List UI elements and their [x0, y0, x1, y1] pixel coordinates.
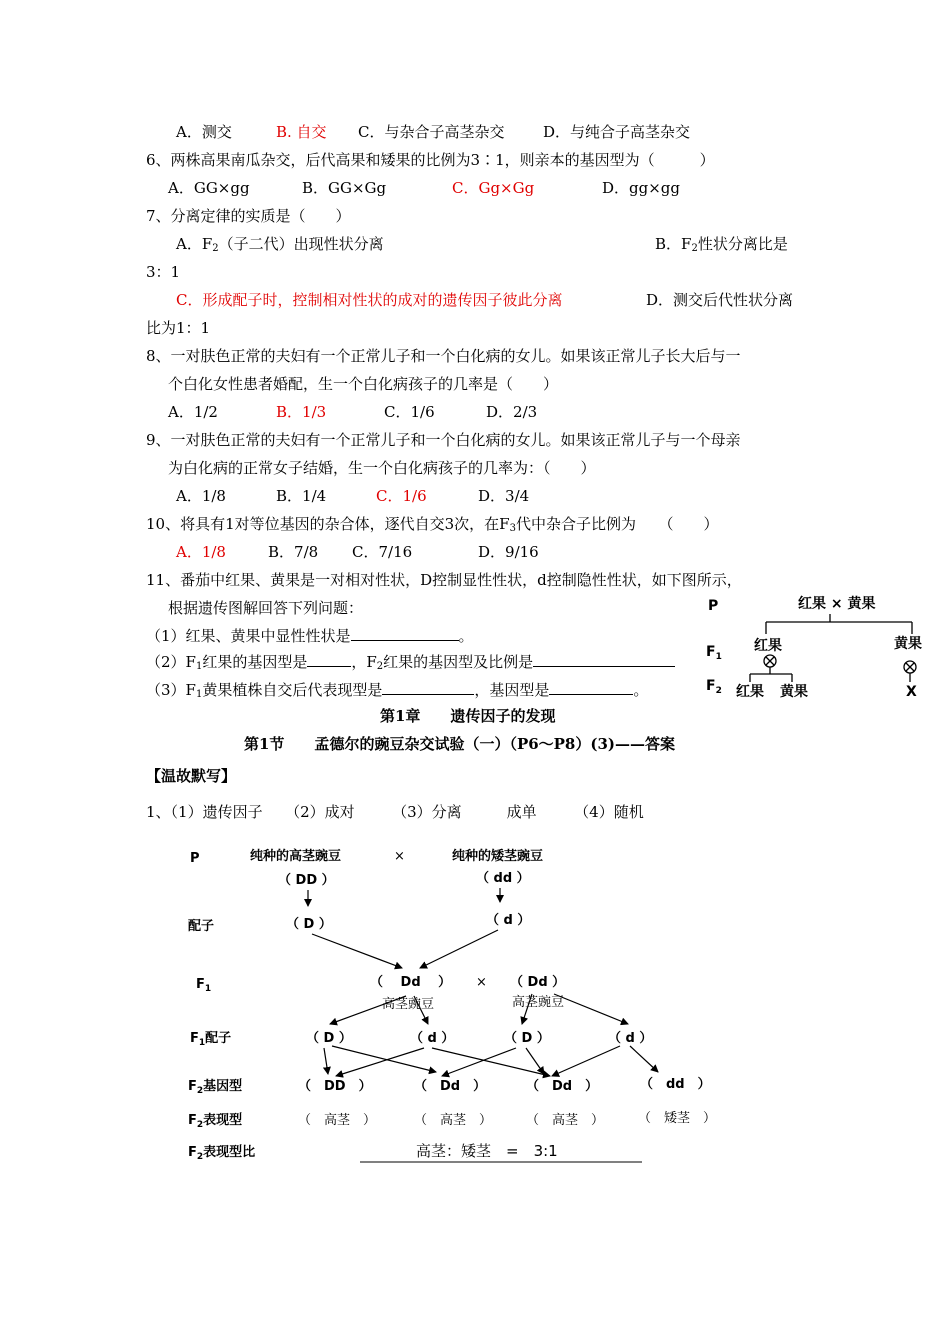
- tomato-f2-label: $F_2$: [706, 678, 722, 696]
- f1-genotype-b: （ Dd ）: [510, 975, 566, 990]
- q8-stem-line2: 个白化女性患者婚配，生一个白化病孩子的几率是（ ）: [168, 375, 559, 393]
- f2-phenotype-ratio: 高茎：矮茎 = 3:1: [416, 1142, 558, 1160]
- f2-phenotype-4: （ 矮茎 ）: [638, 1111, 717, 1126]
- q5-option-d: D．与纯合子高茎杂交: [543, 123, 691, 141]
- q8-option-d: D．2/3: [486, 403, 538, 421]
- q6-option-b: B．GG×Gg: [302, 179, 387, 197]
- q6-option-a: A．GG×gg: [168, 179, 250, 197]
- f2-genotype-3: （ Dd ）: [526, 1079, 599, 1094]
- q11-stem-line2: 根据遗传图解回答下列问题：: [168, 599, 364, 617]
- q9-stem-line1: 9、一对肤色正常的夫妇有一个正常儿子和一个白化病的女儿。如果该正常儿子与一个母亲: [146, 431, 741, 449]
- review-heading: 【温故默写】: [146, 767, 237, 785]
- f1-gamete-1: （ D ）: [306, 1031, 352, 1046]
- answer-blank[interactable]: [382, 680, 474, 695]
- answer-blank[interactable]: [307, 652, 351, 667]
- q9-options: [176, 486, 529, 506]
- f2-genotype-4: （ dd ）: [640, 1077, 711, 1092]
- q7-option-b-wrap: 3：1: [146, 263, 181, 281]
- parent-cross-sign: ×: [394, 849, 405, 864]
- answer-blank[interactable]: [549, 680, 633, 695]
- q10-stem: 10、将具有1对等位基因的杂合体，逐代自交3次，在$F_3$代中杂合子比例为 （ ）: [146, 515, 719, 534]
- f1-genotype-a: （ Dd ）: [370, 975, 452, 990]
- answer-blank[interactable]: [533, 652, 675, 667]
- q5-option-c: C．与杂合子高茎杂交: [358, 123, 505, 141]
- row-label-f2-genotype: $F_2$基因型: [188, 1079, 243, 1096]
- q10-option-c: C．7/16: [352, 543, 413, 561]
- answer-blank[interactable]: [351, 626, 459, 641]
- row-label-gamete: 配子: [188, 919, 215, 934]
- q10-option-d: D．9/16: [478, 543, 539, 561]
- q11-sub3: $(3)F_1$黄果植株自交后代表现型是 ，基因型是 。: [146, 681, 649, 700]
- q7-option-b: B．$F_2$性状分离比是: [655, 235, 788, 254]
- q8-options: [168, 402, 537, 422]
- f2-phenotype-1: （ 高茎 ）: [298, 1113, 377, 1128]
- parent-short: 纯种的矮茎豌豆: [452, 849, 544, 864]
- answer-line-1: 1、（1）遗传因子 （2）成对 （3）分离 成单 （4）随机: [146, 803, 644, 821]
- q8-option-a: A．1/2: [168, 403, 218, 421]
- q7-option-d: D．测交后代性状分离: [646, 291, 794, 309]
- f1-phenotype-b: 高茎豌豆: [512, 995, 565, 1010]
- q11-sub1: （1）红果、黄果中显性性状是 。: [146, 627, 474, 645]
- section-title: 第1节 孟德尔的豌豆杂交试验（一）（P6～P8）(3)——答案: [244, 735, 676, 753]
- parent-tall-genotype: （ DD ）: [278, 873, 335, 888]
- q7-option-a: A．$F_2$（子二代）出现性状分离: [176, 235, 384, 254]
- tomato-cross-label: 红果 × 黄果: [798, 596, 876, 612]
- f1-gamete-3: （ D ）: [504, 1031, 550, 1046]
- q9-option-b: B．1/4: [276, 487, 327, 505]
- row-label-f1: $F_1$: [196, 977, 212, 994]
- q7-option-d-wrap: 比为1：1: [146, 319, 211, 337]
- gamete-d: （ d ）: [486, 913, 531, 928]
- f2-phenotype-2: （ 高茎 ）: [414, 1113, 493, 1128]
- q9-option-c: C．1/6: [376, 487, 427, 505]
- f1-phenotype-a: 高茎豌豆: [382, 997, 435, 1012]
- q10-option-b: B．7/8: [268, 543, 319, 561]
- f1-gamete-4: （ d ）: [608, 1031, 653, 1046]
- q11-stem-line1: 11、番茄中红果、黄果是一对相对性状，D控制显性性状，d控制隐性性状，如下图所示，: [146, 571, 742, 589]
- q6-option-d: D．gg×gg: [602, 179, 681, 197]
- q7-stem: 7、分离定律的实质是（ ）: [146, 207, 351, 225]
- tomato-cross-diagram: [700, 592, 940, 702]
- f1-gamete-2: （ d ）: [410, 1031, 455, 1046]
- q6-stem: 6、两株高果南瓜杂交，后代高果和矮果的比例为3∶1，则亲本的基因型为（ ）: [146, 151, 715, 169]
- q5-option-a: A．测交: [176, 123, 232, 141]
- tomato-f2-yellow: 黄果: [780, 684, 808, 700]
- tomato-f1-red: 红果: [754, 638, 782, 654]
- q10-option-a: A．1/8: [176, 543, 226, 561]
- row-label-f1-gamete: $F_1$配子: [190, 1031, 232, 1048]
- q8-option-c: C．1/6: [384, 403, 435, 421]
- q5-options: [176, 122, 690, 142]
- q9-option-a: A．1/8: [176, 487, 226, 505]
- chapter-title: 第1章 遗传因子的发现: [380, 707, 556, 725]
- tomato-p-label: P: [708, 598, 719, 614]
- q9-stem-line2: 为白化病的正常女子结婚，生一个白化病孩子的几率为：（ ）: [168, 459, 596, 477]
- q11-sub2: $(2)F_1$红果的基因型是 ，$F_2$红果的基因型及比例是: [146, 652, 675, 672]
- q6-options: [168, 178, 680, 198]
- tomato-f2-red: 红果: [736, 684, 764, 700]
- q10-options: [176, 542, 539, 562]
- q7-option-c: C．形成配子时，控制相对性状的成对的遗传因子彼此分离: [176, 291, 563, 309]
- f1-cross-sign: ×: [476, 975, 487, 990]
- row-label-f2-ratio: $F_2$表现型比: [188, 1145, 256, 1162]
- tomato-f1-label: $F_1$: [706, 644, 722, 662]
- f2-phenotype-3: （ 高茎 ）: [526, 1113, 605, 1128]
- gamete-D: （ D ）: [286, 917, 332, 932]
- tomato-f1-yellow: 黄果: [894, 636, 922, 652]
- row-label-p: P: [190, 851, 200, 866]
- q5-option-b: B. 自交: [276, 123, 327, 141]
- f2-genotype-2: （ Dd ）: [414, 1079, 487, 1094]
- f2-genotype-1: （ DD ）: [298, 1079, 372, 1094]
- q9-option-d: D．3/4: [478, 487, 530, 505]
- tomato-f2-x: X: [906, 684, 917, 700]
- parent-tall: 纯种的高茎豌豆: [250, 849, 342, 864]
- q8-stem-line1: 8、一对肤色正常的夫妇有一个正常儿子和一个白化病的女儿。如果该正常儿子长大后与一: [146, 347, 741, 365]
- parent-short-genotype: （ dd ）: [476, 871, 530, 886]
- row-label-f2-phenotype: $F_2$表现型: [188, 1113, 243, 1130]
- q6-option-c: C．Gg×Gg: [452, 179, 535, 197]
- pea-cross-diagram: [180, 840, 740, 1170]
- q8-option-b: B．1/3: [276, 403, 327, 421]
